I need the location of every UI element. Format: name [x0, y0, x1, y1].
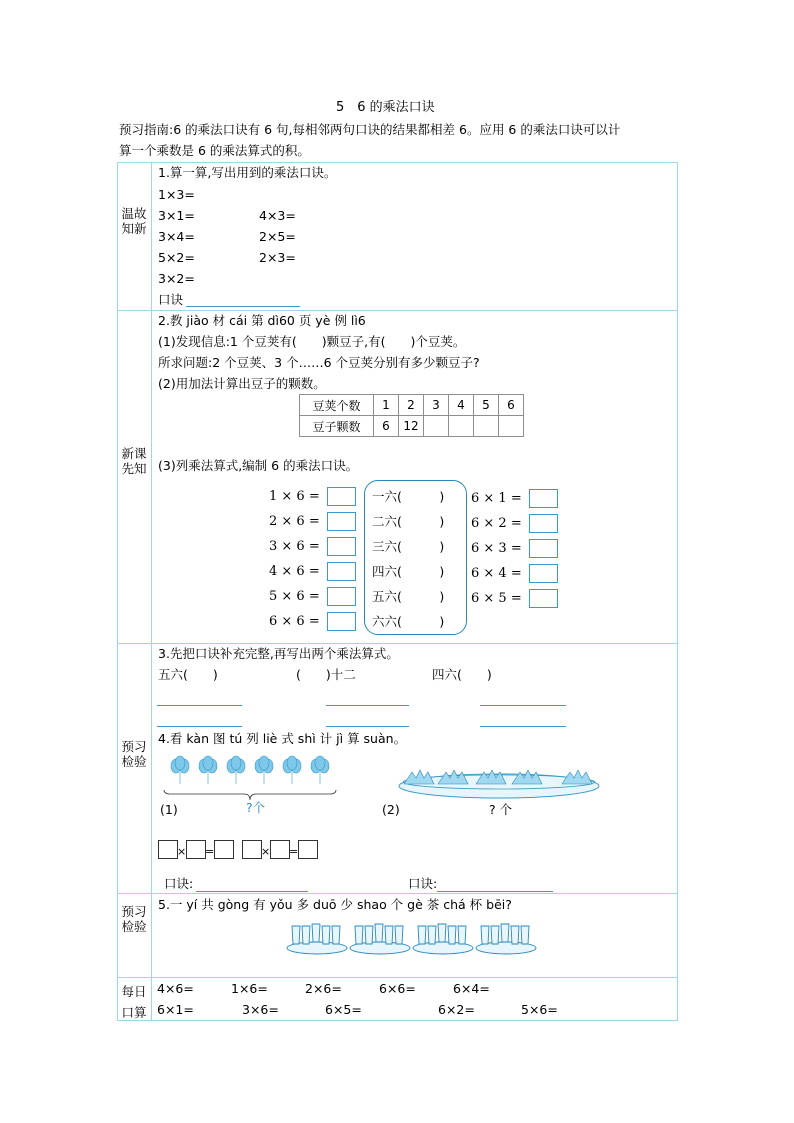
bean-table	[299, 394, 524, 437]
answer-box[interactable]	[327, 587, 356, 606]
answer-box[interactable]	[529, 489, 558, 508]
bean-table-row-count	[300, 395, 524, 416]
answer-box[interactable]	[270, 840, 290, 859]
section-check2-label: 预习检验	[121, 904, 147, 934]
koujue-3: 三六( )	[372, 539, 445, 554]
q2-question: 所求问题:2 个豆荚、3 个……6 个豆荚分别有多少颗豆子?	[158, 355, 480, 370]
dumpling-pile-icon	[512, 770, 542, 784]
q4-part1-label: (1)	[160, 802, 178, 817]
q1-row-2-a: 3×1=	[158, 208, 195, 223]
koujue-5: 五六( )	[372, 589, 445, 604]
answer-line[interactable]	[196, 891, 308, 892]
dumplings-illustration	[398, 764, 600, 800]
dumpling-pile-icon	[476, 770, 506, 784]
answer-box[interactable]	[214, 840, 234, 859]
teacup-set-icon	[413, 924, 473, 954]
answer-box[interactable]	[529, 589, 558, 608]
q4-part1-question: ?个	[246, 800, 266, 815]
answer-line[interactable]	[437, 891, 553, 892]
balloon-cluster-icon	[255, 756, 273, 784]
q2-part1: (1)发现信息:1 个豆荚有( )颗豆子,有( )个豆荚。	[158, 334, 466, 349]
equals-sign: =	[205, 845, 215, 858]
eq-right-5: 6 × 5 =	[471, 591, 522, 606]
eq-right-2: 6 × 2 =	[471, 516, 522, 531]
koujue-6: 六六( )	[372, 614, 445, 629]
answer-box[interactable]	[327, 537, 356, 556]
dumpling-pile-icon	[562, 770, 592, 784]
q1-row-2-b: 4×3=	[259, 208, 296, 223]
brace-icon	[164, 790, 336, 800]
times-sign: ×	[177, 845, 187, 858]
answer-box[interactable]	[529, 539, 558, 558]
table-cell: 豆子颗数	[300, 416, 374, 437]
q2-title: 2.教 jiào 材 cái 第 dì60 页 yè 例 lì6	[158, 313, 366, 328]
answer-line[interactable]	[157, 705, 242, 706]
q1-row-4-a: 5×2=	[158, 250, 195, 265]
q3-item-3: 四六( )	[432, 667, 492, 682]
koujue-2: 二六( )	[372, 514, 445, 529]
answer-box[interactable]	[529, 514, 558, 533]
answer-box[interactable]	[158, 840, 178, 859]
table-cell-input[interactable]	[424, 416, 449, 437]
section-new-label: 新课先知	[121, 446, 147, 476]
table-cell: 1	[374, 395, 399, 416]
section-daily-label: 每日口算	[121, 984, 147, 1020]
daily-item: 4×6=	[157, 981, 194, 996]
answer-box[interactable]	[242, 840, 262, 859]
q5-title: 5.一 yí 共 gòng 有 yǒu 多 duō 少 shao 个 gè 茶 chá 杯 bēi?	[158, 897, 512, 912]
q1-row-1-a: 1×3=	[158, 187, 195, 202]
q1-row-5-a: 3×2=	[158, 271, 195, 286]
q4-koujue-1-label: 口诀:	[164, 876, 194, 891]
bean-table-row-beans	[300, 416, 524, 437]
table-cell: 豆荚个数	[300, 395, 374, 416]
balloon-cluster-icon	[311, 756, 329, 784]
answer-box[interactable]	[298, 840, 318, 859]
eq-left-2: 2 × 6 =	[269, 514, 320, 529]
answer-line[interactable]	[326, 726, 409, 727]
answer-box[interactable]	[327, 512, 356, 531]
answer-box[interactable]	[327, 562, 356, 581]
daily-item: 3×6=	[242, 1002, 279, 1017]
teacup-set-icon	[350, 924, 410, 954]
balloon-cluster-icon	[199, 756, 217, 784]
eq-right-1: 6 × 1 =	[471, 491, 522, 506]
q4-part2-label: (2)	[382, 802, 400, 817]
daily-item: 6×4=	[453, 981, 490, 996]
page-title: 5 6 的乘法口诀	[336, 100, 435, 115]
dumpling-pile-icon	[438, 770, 468, 784]
eq-left-5: 5 × 6 =	[269, 589, 320, 604]
q1-title: 1.算一算,写出用到的乘法口诀。	[158, 165, 337, 180]
q3-title: 3.先把口诀补充完整,再写出两个乘法算式。	[158, 646, 399, 661]
q1-koujue-label: 口诀	[158, 292, 184, 307]
balloon-cluster-icon	[171, 756, 189, 784]
q1-row-4-b: 2×3=	[259, 250, 296, 265]
q4-part2-question: ? 个	[489, 802, 513, 817]
answer-box[interactable]	[327, 487, 356, 506]
daily-item: 5×6=	[521, 1002, 558, 1017]
guide-line-1: 预习指南:6 的乘法口诀有 6 句,每相邻两句口诀的结果都相差 6。应用 6 的乘法口诀可以计	[119, 122, 621, 137]
eq-left-6: 6 × 6 =	[269, 614, 320, 629]
q1-koujue-answer-line[interactable]	[186, 306, 300, 307]
teacup-set-icon	[476, 924, 536, 954]
table-cell-input[interactable]	[449, 416, 474, 437]
section-check-label: 预习检验	[121, 739, 147, 769]
q2-part3: (3)列乘法算式,编制 6 的乘法口诀。	[158, 458, 359, 473]
teacups-illustration	[286, 918, 542, 956]
equals-sign: =	[289, 845, 299, 858]
answer-box[interactable]	[327, 612, 356, 631]
times-sign: ×	[261, 845, 271, 858]
table-cell: 2	[399, 395, 424, 416]
eq-left-1: 1 × 6 =	[269, 489, 320, 504]
balloon-cluster-icon	[227, 756, 245, 784]
eq-right-4: 6 × 4 =	[471, 566, 522, 581]
table-cell: 5	[474, 395, 499, 416]
eq-right-3: 6 × 3 =	[471, 541, 522, 556]
answer-line[interactable]	[157, 726, 242, 727]
eq-left-4: 4 × 6 =	[269, 564, 320, 579]
section-review-label: 温故知新	[121, 206, 147, 236]
table-cell: 4	[449, 395, 474, 416]
table-cell-input[interactable]	[499, 416, 524, 437]
daily-item: 6×5=	[325, 1002, 362, 1017]
table-cell: 3	[424, 395, 449, 416]
guide-line-2: 算一个乘数是 6 的乘法算式的积。	[119, 143, 310, 158]
koujue-4: 四六( )	[372, 564, 445, 579]
q1-row-3-a: 3×4=	[158, 229, 195, 244]
daily-item: 6×2=	[438, 1002, 475, 1017]
daily-item: 2×6=	[305, 981, 342, 996]
balloon-cluster-icon	[283, 756, 301, 784]
answer-box[interactable]	[529, 564, 558, 583]
table-cell-input[interactable]	[474, 416, 499, 437]
q3-item-1: 五六( )	[158, 667, 218, 682]
answer-box[interactable]	[186, 840, 206, 859]
koujue-1: 一六( )	[372, 489, 445, 504]
answer-line[interactable]	[480, 726, 566, 727]
q3-item-2: ( )十二	[296, 667, 356, 682]
q2-part2: (2)用加法计算出豆子的颗数。	[158, 376, 326, 391]
dumpling-pile-icon	[404, 770, 434, 784]
answer-line[interactable]	[326, 705, 409, 706]
balloons-illustration	[160, 754, 340, 802]
table-cell: 12	[399, 416, 424, 437]
teacup-set-icon	[287, 924, 347, 954]
table-cell: 6	[499, 395, 524, 416]
q4-title: 4.看 kàn 图 tú 列 liè 式 shì 计 jì 算 suàn。	[158, 731, 407, 746]
daily-item: 6×1=	[157, 1002, 194, 1017]
eq-left-3: 3 × 6 =	[269, 539, 320, 554]
q4-koujue-2-label: 口诀:	[408, 876, 438, 891]
daily-item: 6×6=	[379, 981, 416, 996]
daily-item: 1×6=	[231, 981, 268, 996]
table-cell: 6	[374, 416, 399, 437]
answer-line[interactable]	[480, 705, 566, 706]
q1-row-3-b: 2×5=	[259, 229, 296, 244]
